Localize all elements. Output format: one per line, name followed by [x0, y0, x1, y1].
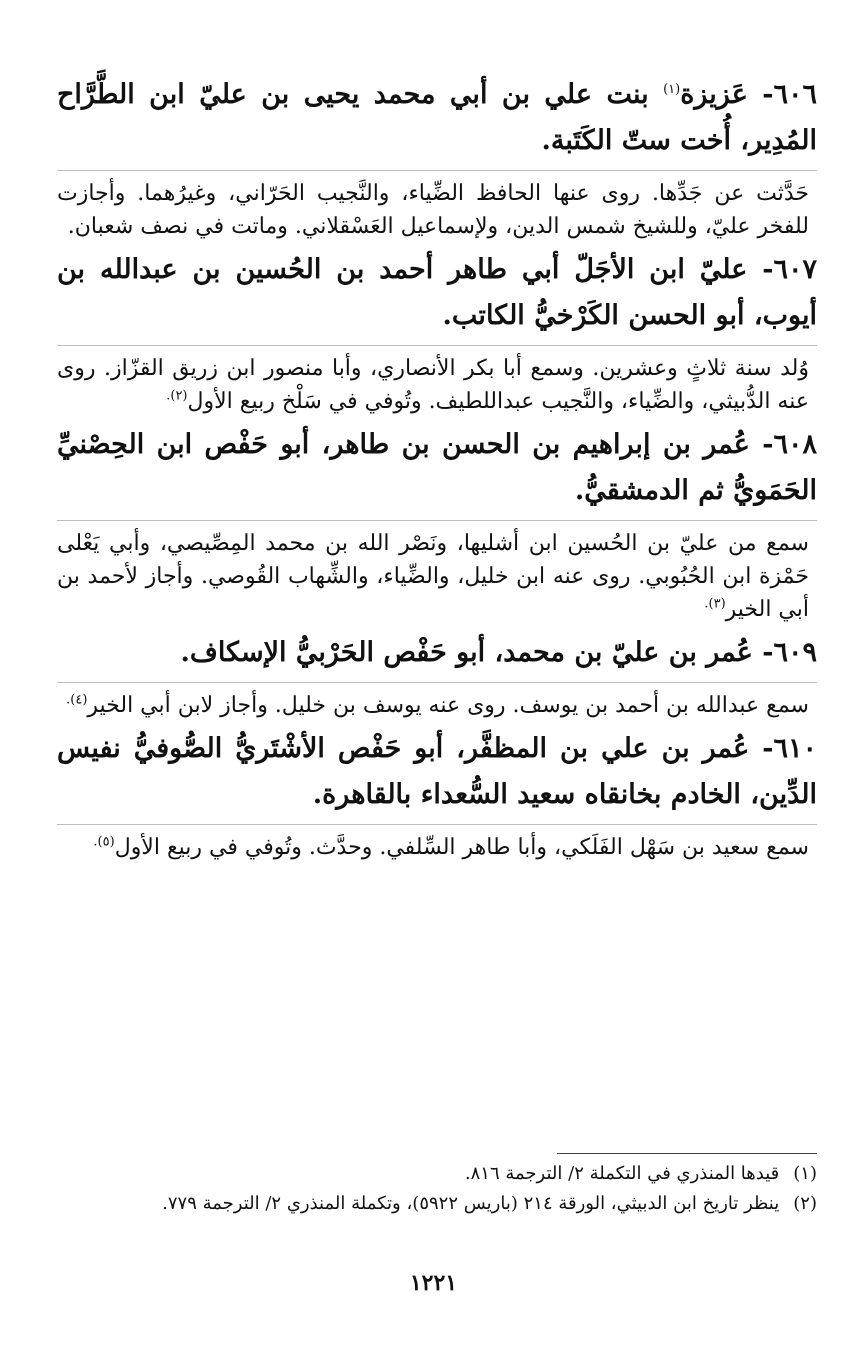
footnote-ref: (٣). — [704, 596, 726, 612]
entry-body — [57, 352, 817, 418]
entry-607 — [57, 247, 817, 418]
entry-body-text: سمع سعيد بن سَهْل الفَلَكي، وأبا طاهر السِّلفي. وحدَّث. وتُوفي في ربيع الأول — [114, 835, 809, 860]
entry-number: ٦٠٧- — [762, 254, 817, 285]
entry-body — [57, 831, 817, 864]
entry-heading-text: بن المظفَّر، أبو حَفْص الأشْتَريُّ الصُّوفيُّ نفيس الدِّين، الخادم بخانقاه سعيد السُّعداء بالقاهرة. — [57, 733, 817, 810]
entry-name: عليّ ابن الأجَلّ — [574, 254, 748, 285]
footnote-mark: (١) — [793, 1163, 817, 1184]
entry-body-text: سمع من عليّ بن الحُسين ابن أشليها، ونَصْر الله بن محمد المِصِّيصي، وأبي يَعْلى حَمْزة ابن الحُبُوبي. روى عنه ابن خليل، والضِّياء، والشِّهاب القُوصي. وأجاز لأحمد بن أبي الخير — [57, 531, 809, 622]
entry-body-text: حَدَّثت عن جَدِّها. روى عنها الحافظ الضِّياء، والنَّجيب الحَرّاني، وغيرُهما. وأجازت للفخر عليّ، وللشيخ شمس الدين، ولإسماعيل العَسْقلاني. وماتت في نصف شعبان. — [57, 181, 809, 239]
entry-body — [57, 177, 817, 243]
entry-heading-text: بن الحسن بن طاهر، أبو حَفْص ابن الحِصْنيِّ الحَمَويُّ ثم الدمشقيُّ. — [57, 429, 817, 506]
footnote-2 — [57, 1190, 817, 1218]
entry-number: ٦٠٦- — [762, 79, 818, 110]
footnote-ref: (١) — [663, 82, 681, 97]
footnote-divider — [557, 1153, 817, 1154]
entry-body-text: وُلد سنة ثلاثٍ وعشرين. وسمع أبا بكر الأنصاري، وأبا منصور ابن زريق القزّاز. روى عنه الدُّبيثي، والضِّياء، والنَّجيب عبداللطيف. وتُوفي في سَلْخ ربيع الأول — [57, 356, 809, 414]
entry-name: عُمر بن علي — [601, 733, 750, 764]
footnote-text: قيدها المنذري في التكملة ٢/ الترجمة ٨١٦. — [464, 1163, 780, 1184]
biography-entries — [57, 72, 817, 868]
entry-heading — [57, 72, 817, 171]
footnote-mark: (٢) — [793, 1193, 817, 1214]
footnote-ref: (٥). — [93, 834, 115, 850]
entry-number: ٦٠٩- — [762, 637, 817, 668]
entry-heading — [57, 630, 817, 683]
entry-heading-text: أبي طاهر أحمد بن الحُسين بن عبدالله بن أيوب، أبو الحسن الكَرْخيُّ الكاتب. — [57, 254, 817, 331]
entry-body — [57, 689, 817, 722]
entry-heading — [57, 726, 817, 825]
entry-heading-text: بن محمد، أبو حَفْص الحَرْبيُّ الإسكاف. — [180, 637, 603, 668]
page-number: ١٢٢١ — [409, 1270, 458, 1296]
footnote-ref: (٢). — [166, 388, 188, 404]
entry-606 — [57, 72, 817, 243]
entry-610 — [57, 726, 817, 864]
entry-body-text: سمع عبدالله بن أحمد بن يوسف. روى عنه يوسف بن خليل. وأجاز لابن أبي الخير — [87, 693, 809, 718]
entry-name: عَزيزة — [680, 79, 748, 110]
entry-heading — [57, 422, 817, 521]
entry-number: ٦١٠- — [762, 733, 817, 764]
entry-number: ٦٠٨- — [762, 429, 817, 460]
footnote-ref: (٤). — [66, 692, 88, 708]
entry-name: عُمر بن إبراهيم — [572, 429, 750, 460]
entry-body — [57, 527, 817, 626]
entry-name: عُمر بن عليّ — [611, 637, 753, 668]
footnote-1 — [57, 1160, 817, 1188]
footnote-text: ينظر تاريخ ابن الدبيثي، الورقة ٢١٤ (باريس ٥٩٢٢)، وتكملة المنذري ٢/ الترجمة ٧٧٩. — [162, 1193, 780, 1214]
entry-608 — [57, 422, 817, 626]
entry-heading — [57, 247, 817, 346]
footnotes — [57, 1160, 817, 1220]
entry-609 — [57, 630, 817, 722]
entry-heading-text: بنت علي بن أبي محمد يحيى بن عليّ ابن الطَّرَّاح المُدِير، أُخت ستّ الكَتَبة. — [57, 79, 817, 156]
